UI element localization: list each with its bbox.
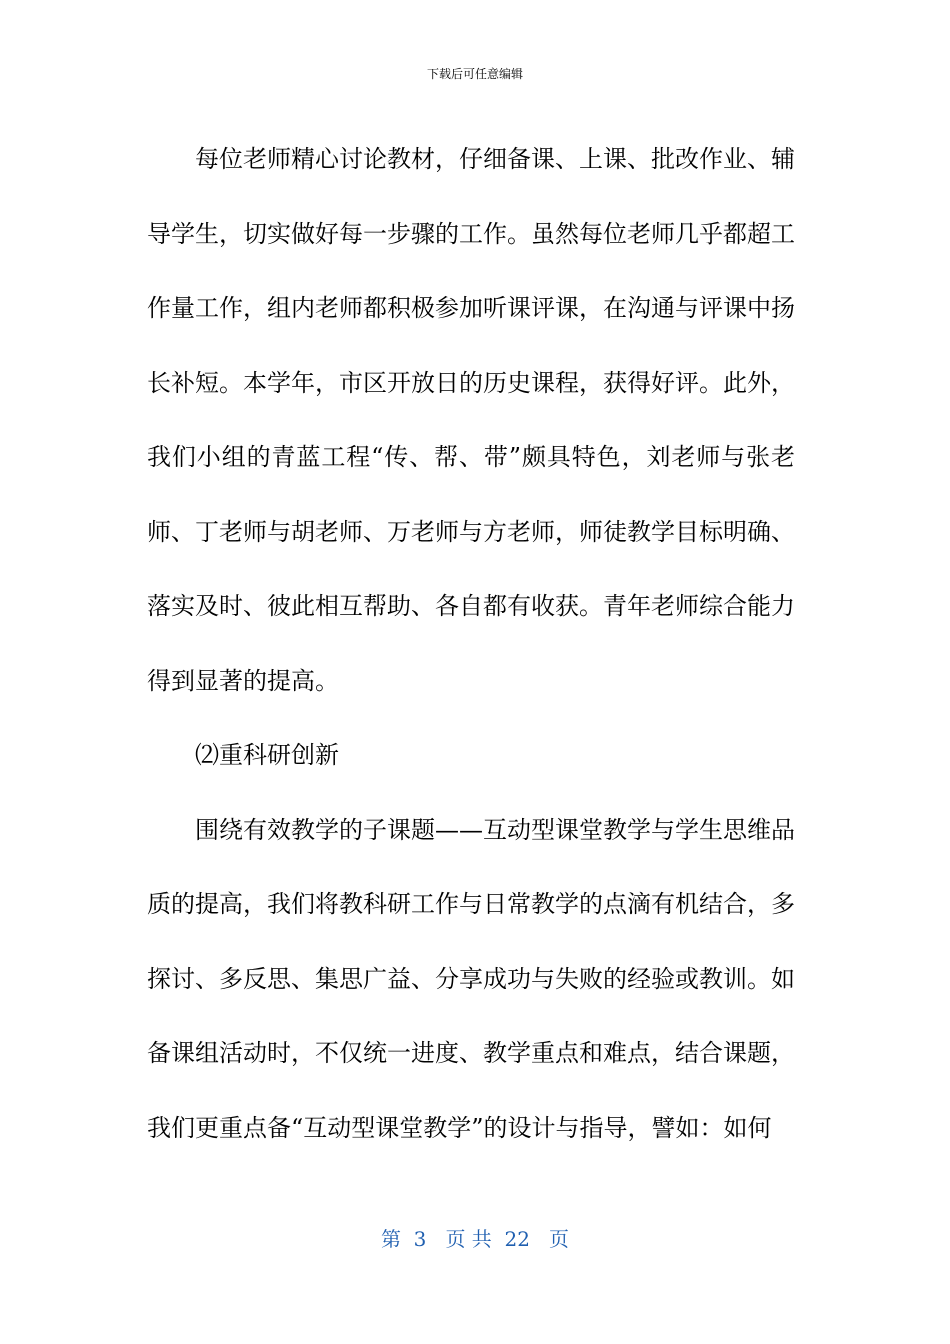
page-number-footer: 第 3 页 共 22 页 <box>380 1227 570 1251</box>
document-body <box>147 122 795 1165</box>
page-header: 下载后可任意编辑 <box>426 67 523 81</box>
paragraph-2: 围绕有效教学的子课题——互动型课堂教学与学生思维品质的提高，我们将教科研工作与日常教学的点滴有机结合，多探讨、多反思、集思广益、分享成功与失败的经验或教训。如备课组活动时，不仅统一进度、教学重点和难点，结合课题，我们更重点备“互动型课堂教学”的设计与指导，譬如：如何 <box>147 815 795 1142</box>
section-heading: ⑵重科研创新 <box>195 741 339 769</box>
paragraph-1: 每位老师精心讨论教材，仔细备课、上课、批改作业、辅导学生，切实做好每一步骤的工作。虽然每位老师几乎都超工作量工作，组内老师都积极参加听课评课，在沟通与评课中扬长补短。本学年，市区开放日的历史课程，获得好评。此外，我们小组的青蓝工程“传、帮、带”颇具特色，刘老师与张老师、丁老师与胡老师、万老师与方老师，师徒教学目标明确、落实及时、彼此相互帮助、各自都有收获。青年老师综合能力得到显著的提高。 <box>147 145 795 695</box>
